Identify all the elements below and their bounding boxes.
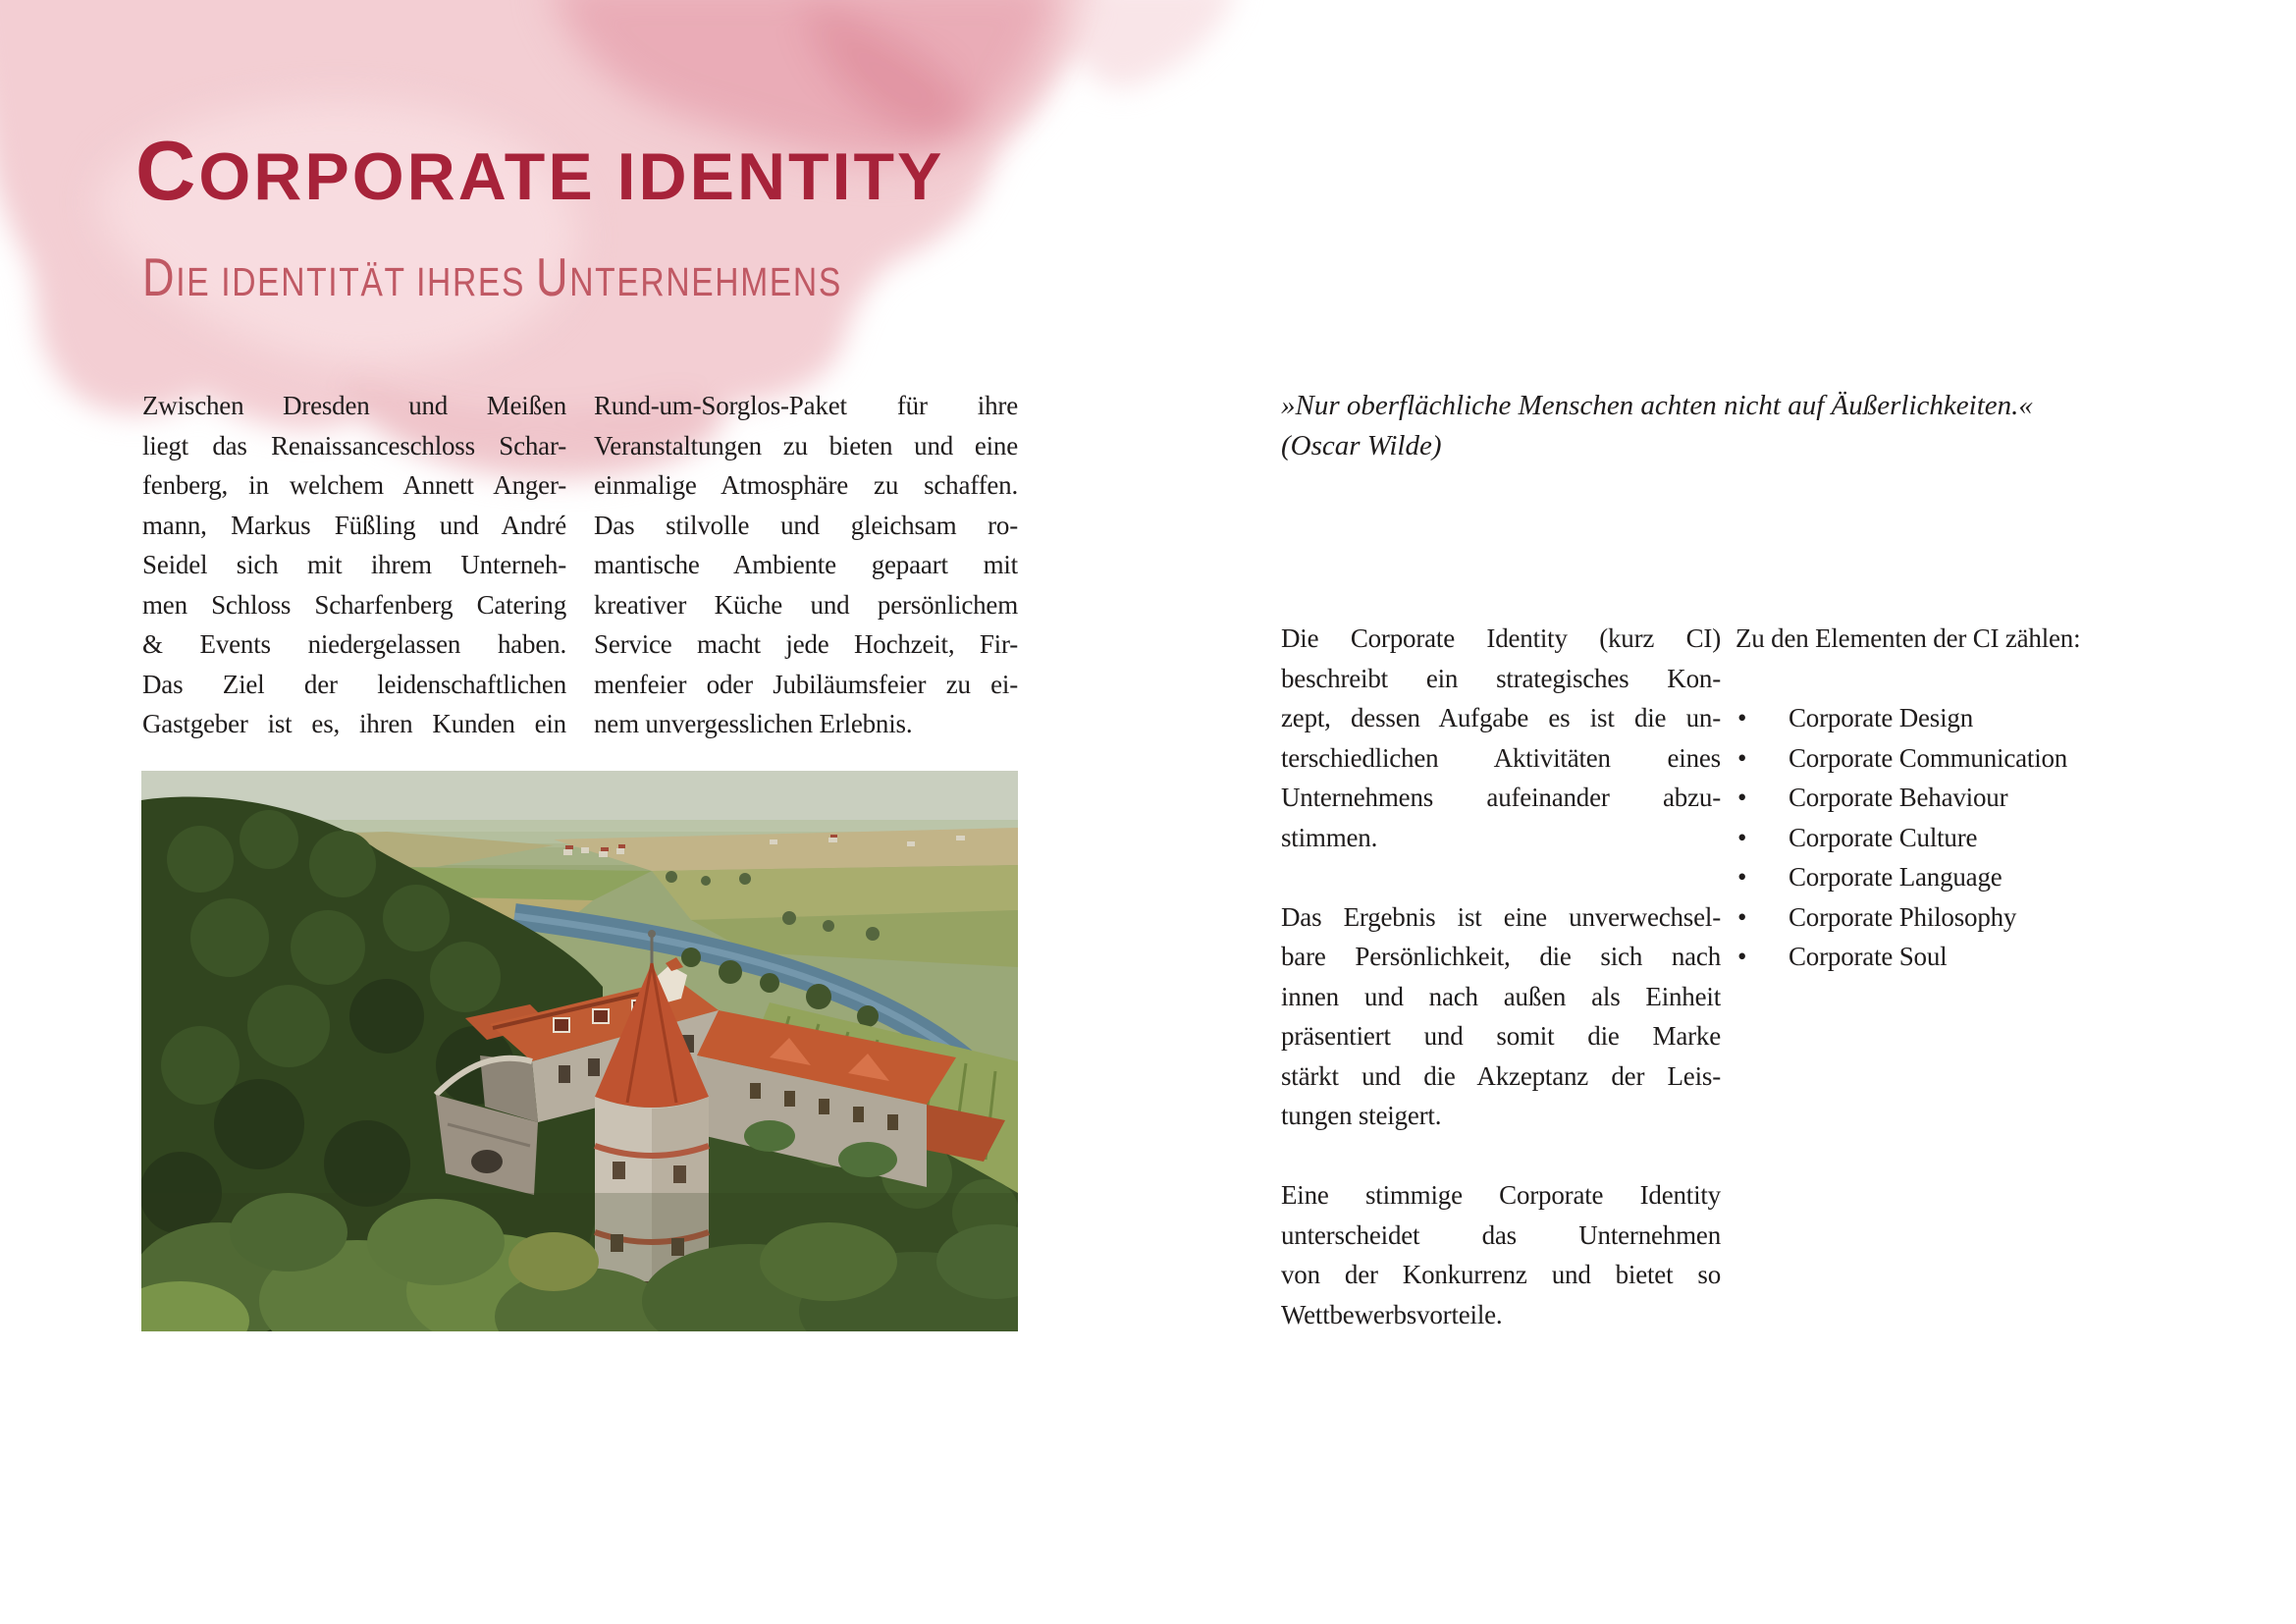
text-line: Unternehmens aufeinander abzu-	[1281, 783, 1721, 812]
ci-paragraph-1	[1281, 619, 1721, 857]
elements-header: Zu den Elementen der CI zählen:	[1735, 623, 2081, 653]
quote-block	[1281, 386, 2125, 465]
elements-list	[1735, 698, 2207, 977]
subtitle-lead-cap-2: U	[536, 246, 570, 307]
text-line: mantische Ambiente gepaart mit	[594, 550, 1018, 579]
list-item	[1735, 857, 2207, 897]
page-title	[135, 125, 945, 218]
text-line: von der Konkurrenz und bietet so	[1281, 1260, 1721, 1289]
text-line: & Events niedergelassen haben.	[142, 629, 566, 659]
text-line: fenberg, in welchem Annett Anger-	[142, 470, 566, 500]
text-line: Gastgeber ist es, ihren Kunden ein	[142, 709, 566, 738]
bullet-icon: •	[1737, 901, 1747, 932]
ci-text-column	[1281, 619, 1721, 1334]
text-line: men Schloss Scharfenberg Catering	[142, 589, 566, 620]
text-line: Seidel sich mit ihrem Unterneh-	[142, 550, 566, 579]
list-item-label: Corporate Culture	[1789, 822, 1978, 852]
list-item-label: Corporate Communication	[1789, 742, 2068, 773]
list-item-label: Corporate Language	[1789, 862, 2002, 892]
bullet-icon: •	[1737, 942, 1747, 971]
text-line: Rund-um-Sorglos-Paket für ihre	[594, 391, 1018, 420]
text-line: »Nur oberflächliche Menschen achten nicht auf Äußerlichkeiten.«	[1281, 390, 2033, 421]
title-lead-cap: C	[135, 125, 199, 218]
castle-aerial-photo	[141, 771, 1018, 1331]
ci-paragraph-3	[1281, 1175, 1721, 1334]
bullet-icon: •	[1737, 822, 1747, 852]
list-item-label: Corporate Soul	[1789, 942, 1948, 971]
text-line: bare Persönlichkeit, die sich nach	[1281, 942, 1721, 971]
text-line: tungen steigert.	[1281, 1101, 1442, 1130]
text-line: menfeier oder Jubiläumsfeier zu ei-	[594, 669, 1018, 699]
subtitle-text-2: NTERNEHMENS	[569, 259, 842, 304]
text-line: Service macht jede Hochzeit, Fir-	[594, 629, 1018, 659]
subtitle-text-1: IE IDENTITÄT IHRES	[176, 259, 537, 304]
text-line: terschiedlichen Aktivitäten eines	[1281, 742, 1721, 773]
list-item	[1735, 778, 2207, 818]
text-line: Veranstaltungen zu bieten und eine	[594, 430, 1018, 460]
bullet-icon: •	[1737, 742, 1747, 773]
ci-paragraph-2	[1281, 897, 1721, 1136]
list-item	[1735, 897, 2207, 938]
text-line: Wettbewerbsvorteile.	[1281, 1299, 1503, 1329]
text-line: Das Ergebnis ist eine unverwechsel-	[1281, 901, 1721, 932]
text-line: kreativer Küche und persönlichem	[594, 589, 1018, 620]
bullet-icon: •	[1737, 862, 1747, 892]
list-item-label: Corporate Behaviour	[1789, 783, 2008, 812]
text-line: einmalige Atmosphäre zu schaffen.	[594, 470, 1018, 500]
text-line: liegt das Renaissanceschloss Schar-	[142, 430, 566, 460]
text-line: präsentiert und somit die Marke	[1281, 1021, 1721, 1051]
text-line: innen und nach außen als Einheit	[1281, 981, 1721, 1011]
text-line: Das stilvolle und gleichsam ro-	[594, 510, 1018, 540]
text-line: stärkt und die Akzeptanz der Leis-	[1281, 1060, 1721, 1091]
list-item	[1735, 698, 2207, 738]
text-line: Eine stimmige Corporate Identity	[1281, 1180, 1721, 1210]
text-line: unterscheidet das Unternehmen	[1281, 1219, 1721, 1250]
list-item	[1735, 738, 2207, 779]
text-line: Die Corporate Identity (kurz CI)	[1281, 623, 1721, 653]
subtitle-lead-cap-1: D	[142, 246, 177, 307]
intro-column-2	[594, 386, 1018, 744]
title-text: ORPORATE IDENTITY	[198, 139, 945, 214]
bullet-icon: •	[1737, 703, 1747, 732]
list-item	[1735, 818, 2207, 858]
text-line: beschreibt ein strategisches Kon-	[1281, 663, 1721, 693]
ci-elements-column	[1735, 619, 2207, 977]
intro-column-1	[142, 386, 566, 744]
list-item-label: Corporate Design	[1789, 703, 1974, 732]
text-line: stimmen.	[1281, 822, 1378, 852]
text-line: zept, dessen Aufgabe es ist die un-	[1281, 703, 1721, 732]
text-line: (Oscar Wilde)	[1281, 429, 1442, 461]
text-line: Das Ziel der leidenschaftlichen	[142, 669, 566, 699]
list-item-label: Corporate Philosophy	[1789, 901, 2017, 932]
list-item	[1735, 937, 2207, 977]
text-line: nem unvergesslichen Erlebnis.	[594, 709, 913, 738]
text-line: mann, Markus Füßling und André	[142, 510, 566, 540]
bullet-icon: •	[1737, 783, 1747, 812]
text-line: Zwischen Dresden und Meißen	[142, 391, 566, 420]
page-subtitle	[142, 246, 842, 307]
